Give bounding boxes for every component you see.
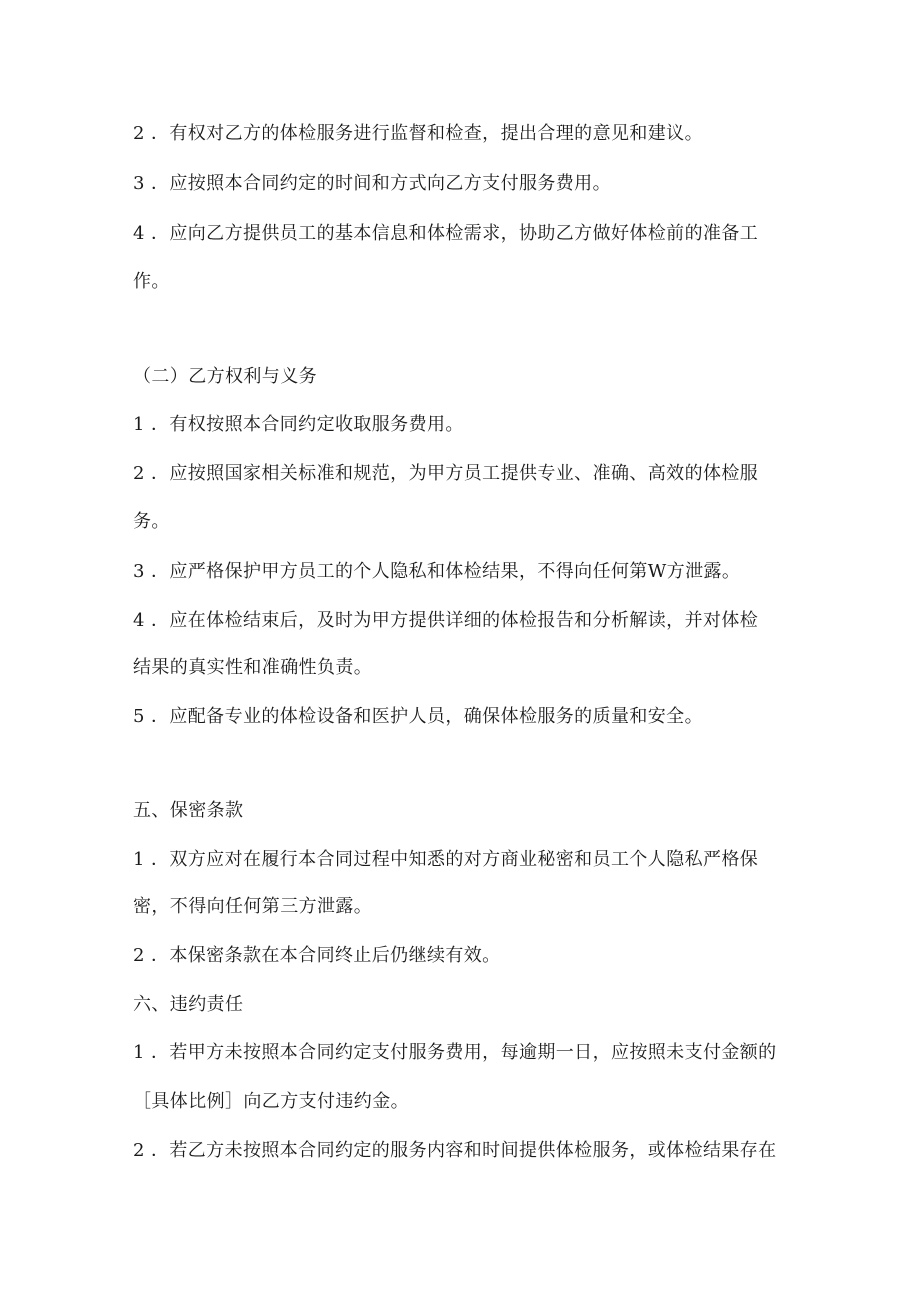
text-line: 1 ．双方应对在履行本合同过程中知悉的对方商业秘密和员工个人隐私严格保: [133, 849, 759, 870]
text-line: 1 ．有权按照本合同约定收取服务费用。: [133, 414, 464, 435]
text-line: 1 ．若甲方未按照本合同约定支付服务费用，每逾期一日，应按照未支付金额的: [133, 1042, 777, 1063]
text-line: 结果的真实性和准确性负责。: [133, 657, 373, 678]
text-line: 作。: [133, 271, 170, 292]
text-line: 2 ．应按照国家相关标准和规范，为甲方员工提供专业、准确、高效的体检服: [133, 463, 759, 484]
text-line: ［具体比例］向乙方支付违约金。: [133, 1091, 409, 1112]
text-line: 3 ．应按照本合同约定的时间和方式向乙方支付服务费用。: [133, 173, 611, 194]
text-line: 务。: [133, 511, 170, 532]
text-line: 2 ．有权对乙方的体检服务进行监督和检查，提出合理的意见和建议。: [133, 123, 703, 144]
text-line: 4 ．应向乙方提供员工的基本信息和体检需求，协助乙方做好体检前的准备工: [133, 223, 759, 244]
text-line: 密，不得向任何第三方泄露。: [133, 896, 373, 917]
section-heading: 五、保密条款: [133, 800, 244, 821]
text-line: 2 ．本保密条款在本合同终止后仍继续有效。: [133, 945, 501, 966]
text-line: 3 ．应严格保护甲方员工的个人隐私和体检结果，不得向任何第W方泄露。: [133, 561, 741, 582]
text-line: 4 ．应在体检结束后，及时为甲方提供详细的体检报告和分析解读，并对体检: [133, 610, 759, 631]
section-heading: 六、违约责任: [133, 994, 244, 1015]
section-heading: （二）乙方权利与义务: [133, 366, 317, 387]
text-line: 2 ．若乙方未按照本合同约定的服务内容和时间提供体检服务，或体检结果存在: [133, 1140, 777, 1161]
text-line: 5 ．应配备专业的体检设备和医护人员，确保体检服务的质量和安全。: [133, 706, 703, 727]
